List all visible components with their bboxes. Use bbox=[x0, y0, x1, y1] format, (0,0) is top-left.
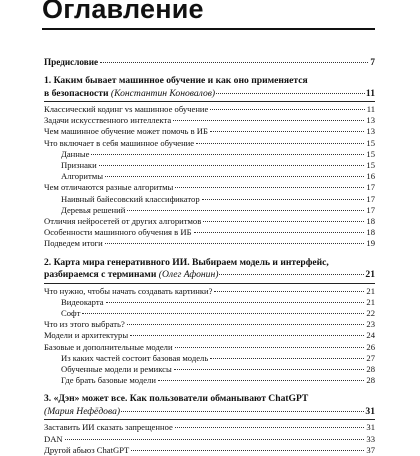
toc-entry-label: Другой абьюз ChatGPT bbox=[44, 444, 130, 455]
dot-leader bbox=[210, 131, 364, 132]
toc-page-number: 27 bbox=[366, 352, 375, 363]
dot-leader bbox=[105, 176, 364, 177]
toc-entry-label: Задачи искусственного интеллекта bbox=[44, 115, 172, 126]
dot-leader bbox=[210, 109, 364, 110]
dot-leader bbox=[214, 291, 364, 292]
toc-entry-label: Деревья решений bbox=[61, 204, 126, 215]
dot-leader bbox=[219, 274, 364, 275]
dot-leader bbox=[196, 143, 364, 144]
dot-leader bbox=[175, 347, 365, 348]
toc-entry[interactable] bbox=[44, 138, 375, 149]
dot-leader bbox=[158, 380, 364, 381]
dot-leader bbox=[174, 369, 365, 370]
toc-entry[interactable] bbox=[44, 319, 375, 330]
chapter-title-line1: 1. Каким бывает машинное обучение и как оно применяется bbox=[44, 75, 308, 86]
toc-entry-label: Что из этого выбрать? bbox=[44, 319, 125, 330]
toc-entry[interactable] bbox=[44, 434, 375, 445]
toc-entry-label: Видеокарта bbox=[61, 296, 104, 307]
toc-entry[interactable] bbox=[44, 115, 375, 126]
toc-page-number: 26 bbox=[366, 341, 375, 352]
toc-page-number: 19 bbox=[366, 238, 375, 249]
chapter-title-line2: разбираемся с терминами bbox=[44, 269, 157, 281]
chapter-page-number: 31 bbox=[365, 405, 375, 417]
toc-page-number: 7 bbox=[370, 57, 375, 67]
toc-page-number: 11 bbox=[366, 104, 375, 114]
toc-entry-label: Что включает в себя машинное обучение bbox=[44, 137, 195, 148]
toc-entry-label: Модели и архитектуры bbox=[44, 330, 129, 341]
toc-page-number: 33 bbox=[366, 433, 375, 444]
dot-leader bbox=[202, 199, 365, 200]
dot-leader bbox=[194, 232, 365, 233]
toc-page-number: 15 bbox=[366, 148, 375, 159]
toc-page-number: 37 bbox=[366, 444, 375, 455]
toc-entry-label: Особенности машинного обучения в ИБ bbox=[44, 227, 192, 238]
page-title: Оглавление bbox=[42, 0, 204, 24]
dot-leader bbox=[82, 313, 364, 314]
dot-leader bbox=[127, 324, 365, 325]
dot-leader bbox=[65, 439, 365, 440]
chapter-title-line1: 3. «Дэн» может все. Как пользователи обманывают ChatGPT bbox=[44, 393, 309, 405]
chapter-title-line1: 2. Карта мира генеративного ИИ. Выбираем модель и интерфейс, bbox=[44, 256, 329, 268]
dot-leader bbox=[173, 120, 364, 121]
toc-entry-label: Предисловие bbox=[44, 57, 99, 67]
toc-page-number: 18 bbox=[366, 227, 375, 238]
toc-entry[interactable] bbox=[44, 342, 375, 353]
chapter-divider bbox=[44, 419, 375, 420]
toc-entry-label: Алгоритмы bbox=[61, 171, 103, 182]
chapter-heading[interactable] bbox=[44, 88, 375, 101]
toc-entry-label: Чем машинное обучение может помочь в ИБ bbox=[44, 126, 208, 137]
toc-subentry[interactable] bbox=[44, 375, 375, 386]
toc-page-number: 24 bbox=[366, 330, 375, 341]
toc-subentry[interactable] bbox=[44, 194, 375, 205]
toc-entry-label: Обученные модели и ремиксы bbox=[61, 364, 172, 375]
toc-page-number: 31 bbox=[366, 422, 375, 433]
toc-page-number: 13 bbox=[366, 115, 375, 126]
toc-entry-label: Классический кодинг vs машинное обучение bbox=[44, 104, 209, 114]
dot-leader bbox=[130, 335, 364, 336]
toc-entry[interactable] bbox=[44, 227, 375, 238]
toc-entry[interactable] bbox=[44, 422, 375, 433]
toc-entry[interactable] bbox=[44, 330, 375, 341]
toc-entry-label: Данные bbox=[61, 148, 90, 159]
chapter-divider bbox=[44, 101, 375, 102]
chapter-divider bbox=[44, 283, 375, 284]
toc-page-number: 17 bbox=[366, 204, 375, 215]
chapter-list bbox=[44, 75, 375, 456]
toc-entry-label: Где брать базовые модели bbox=[61, 375, 156, 386]
toc-entry[interactable] bbox=[44, 104, 375, 115]
dot-leader bbox=[216, 93, 365, 94]
chapter-author: (Олег Афонин) bbox=[158, 269, 219, 281]
dot-leader bbox=[175, 427, 365, 428]
toc-entry-label: Заставить ИИ сказать запрещенное bbox=[44, 422, 173, 433]
toc-page-number: 13 bbox=[366, 126, 375, 137]
chapter-block bbox=[44, 257, 375, 387]
toc-entry-label: Отличия нейросетей от других алгоритмов bbox=[44, 216, 202, 227]
title-underline bbox=[42, 28, 375, 30]
dot-leader bbox=[99, 165, 365, 166]
toc-page-number: 17 bbox=[366, 193, 375, 204]
toc-entry-label: Софт bbox=[61, 308, 81, 319]
dot-leader bbox=[91, 154, 364, 155]
toc-subentry[interactable] bbox=[44, 149, 375, 160]
toc-entry-label: Признаки bbox=[61, 160, 97, 171]
toc-entry-preface[interactable] bbox=[44, 56, 375, 68]
dot-leader bbox=[175, 187, 364, 188]
toc-subentry[interactable] bbox=[44, 353, 375, 364]
table-of-contents bbox=[44, 56, 375, 456]
toc-subentry[interactable] bbox=[44, 297, 375, 308]
chapter-heading[interactable] bbox=[44, 406, 375, 419]
toc-entry[interactable] bbox=[44, 238, 375, 249]
toc-subentry[interactable] bbox=[44, 364, 375, 375]
toc-entry-label: Чем отличаются разные алгоритмы bbox=[44, 182, 174, 193]
toc-page-number: 28 bbox=[366, 364, 375, 375]
toc-page-number: 18 bbox=[366, 216, 375, 227]
chapter-page-number: 11 bbox=[365, 87, 375, 99]
toc-page-number: 17 bbox=[366, 182, 375, 193]
toc-entry-label: DAN bbox=[44, 433, 63, 444]
toc-entry-label: Что нужно, чтобы начать создавать картинки? bbox=[44, 285, 213, 296]
toc-entry-label: Подведем итоги bbox=[44, 238, 103, 249]
dot-leader bbox=[210, 358, 364, 359]
toc-subentry[interactable] bbox=[44, 160, 375, 171]
chapter-author: (Мария Нефёдова) bbox=[44, 405, 121, 417]
dot-leader bbox=[105, 243, 365, 244]
toc-entry-label: Базовые и дополнительные модели bbox=[44, 341, 173, 352]
toc-page-number: 15 bbox=[366, 137, 375, 148]
dot-leader bbox=[100, 62, 368, 63]
chapter-block bbox=[44, 75, 375, 250]
toc-entry[interactable] bbox=[44, 126, 375, 137]
dot-leader bbox=[121, 411, 364, 412]
toc-subentry[interactable] bbox=[44, 205, 375, 216]
dot-leader bbox=[131, 450, 364, 451]
toc-entry-label: Наивный байесовский классификатор bbox=[61, 193, 200, 204]
toc-entry[interactable] bbox=[44, 445, 375, 456]
chapter-author: (Константин Коновалов) bbox=[110, 87, 216, 99]
dot-leader bbox=[106, 302, 365, 303]
chapter-page-number: 21 bbox=[365, 269, 375, 281]
toc-subentry[interactable] bbox=[44, 308, 375, 319]
dot-leader bbox=[203, 221, 364, 222]
chapter-heading[interactable] bbox=[44, 269, 375, 282]
toc-entry[interactable] bbox=[44, 182, 375, 193]
toc-entry-label: Из каких частей состоит базовая модель bbox=[61, 352, 209, 363]
toc-entry[interactable] bbox=[44, 286, 375, 297]
chapter-block bbox=[44, 393, 375, 456]
toc-entry[interactable] bbox=[44, 216, 375, 227]
toc-page-number: 23 bbox=[366, 319, 375, 330]
chapter-title-line2: в безопасности bbox=[44, 87, 109, 99]
dot-leader bbox=[127, 210, 364, 211]
toc-page-number: 16 bbox=[366, 171, 375, 182]
toc-page-number: 21 bbox=[366, 285, 375, 296]
toc-page-number: 15 bbox=[366, 160, 375, 171]
toc-page-number: 22 bbox=[366, 308, 375, 319]
toc-page-number: 21 bbox=[366, 296, 375, 307]
toc-subentry[interactable] bbox=[44, 171, 375, 182]
toc-page-number: 28 bbox=[366, 375, 375, 386]
